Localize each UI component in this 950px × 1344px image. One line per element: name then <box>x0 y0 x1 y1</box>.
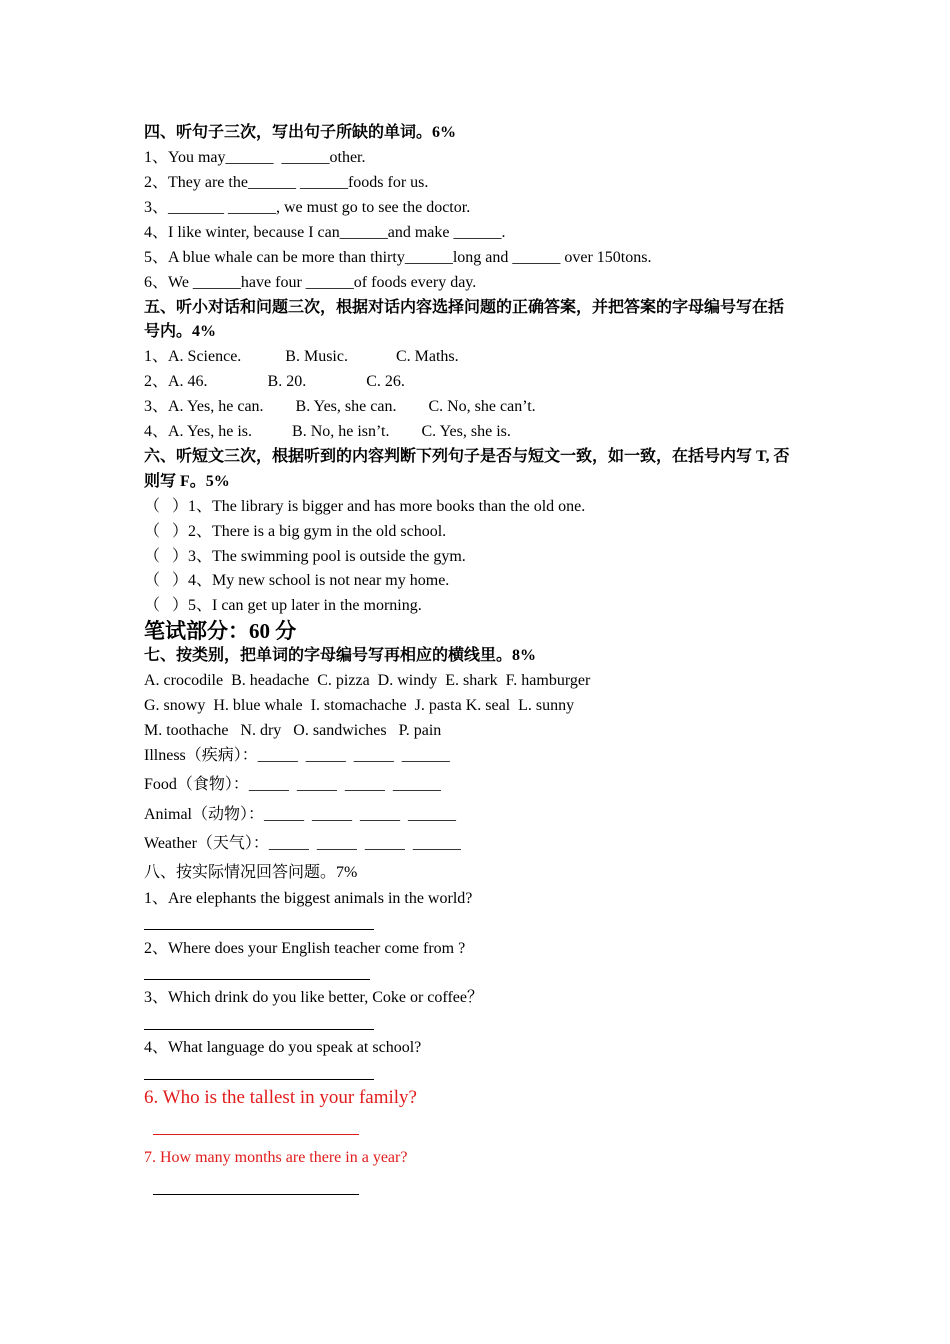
s6-item-5: （ ）5、I can get up later in the morning. <box>144 597 422 614</box>
s7-words-line-1: A. crocodile B. headache C. pizza D. windy E. shark F. hamburger <box>144 672 591 689</box>
s5-item-1: 1、A. Science. B. Music. C. Maths. <box>144 348 459 365</box>
s7-words-line-3: M. toothache N. dry O. sandwiches P. pain <box>144 722 442 739</box>
s8-question-6: 6. Who is the tallest in your family? <box>144 1087 417 1108</box>
s5-item-2: 2、A. 46. B. 20. C. 26. <box>144 373 405 390</box>
category-animal: Animal（动物）：_____ _____ _____ ______ <box>144 806 456 823</box>
s4-item-3: 3、_______ ______, we must go to see the doctor. <box>144 199 471 216</box>
written-part-title: 笔试部分：60 分 <box>144 619 297 643</box>
section-8-heading: 八、按实际情况回答问题。7% <box>144 864 358 881</box>
answer-line <box>144 929 374 930</box>
s4-item-2: 2、They are the______ ______foods for us. <box>144 174 429 191</box>
s8-question-4: 4、What language do you speak at school? <box>144 1039 422 1056</box>
category-food: Food（食物）：_____ _____ _____ ______ <box>144 776 441 793</box>
s4-item-5: 5、A blue whale can be more than thirty______long and ______ over 150tons. <box>144 249 652 266</box>
s8-question-7: 7. How many months are there in a year? <box>144 1149 408 1166</box>
section-4-heading: 四、听句子三次，写出句子所缺的单词。6% <box>144 124 457 141</box>
s6-item-1: （ ）1、The library is bigger and has more books than the old one. <box>144 498 586 515</box>
section-6-heading-cont: 则写 F。5% <box>144 473 230 490</box>
answer-line <box>144 1079 374 1080</box>
category-weather: Weather（天气）：_____ _____ _____ ______ <box>144 835 461 852</box>
s5-item-3: 3、A. Yes, he can. B. Yes, she can. C. No, she can’t. <box>144 398 536 415</box>
s5-item-4: 4、A. Yes, he is. B. No, he isn’t. C. Yes, she is. <box>144 423 511 440</box>
answer-line <box>144 979 370 980</box>
s8-question-1: 1、Are elephants the biggest animals in the world? <box>144 890 473 907</box>
section-5-heading: 五、听小对话和问题三次，根据对话内容选择问题的正确答案，并把答案的字母编号写在括 <box>144 299 785 316</box>
s6-item-2: （ ）2、There is a big gym in the old school. <box>144 523 447 540</box>
s4-item-4: 4、I like winter, because I can______and make ______. <box>144 224 506 241</box>
s4-item-6: 6、We ______have four ______of foods every day. <box>144 274 477 291</box>
s6-item-3: （ ）3、The swimming pool is outside the gym. <box>144 548 466 565</box>
section-5-heading-cont: 号内。4% <box>144 323 217 340</box>
section-7-heading: 七、按类别，把单词的字母编号写再相应的横线里。8% <box>144 647 537 664</box>
section-6-heading: 六、听短文三次，根据听到的内容判断下列句子是否与短文一致，如一致，在括号内写 T, 否 <box>144 448 790 465</box>
category-illness: Illness（疾病）：_____ _____ _____ ______ <box>144 747 450 764</box>
answer-line <box>153 1134 359 1135</box>
s7-words-line-2: G. snowy H. blue whale I. stomachache J. pasta K. seal L. sunny <box>144 697 575 714</box>
s8-question-2: 2、Where does your English teacher come from ? <box>144 940 466 957</box>
s6-item-4: （ ）4、My new school is not near my home. <box>144 572 450 589</box>
s8-question-3: 3、Which drink do you like better, Coke or coffee？ <box>144 989 483 1006</box>
answer-line <box>153 1194 359 1195</box>
s4-item-1: 1、You may______ ______other. <box>144 149 366 166</box>
answer-line <box>144 1029 374 1030</box>
